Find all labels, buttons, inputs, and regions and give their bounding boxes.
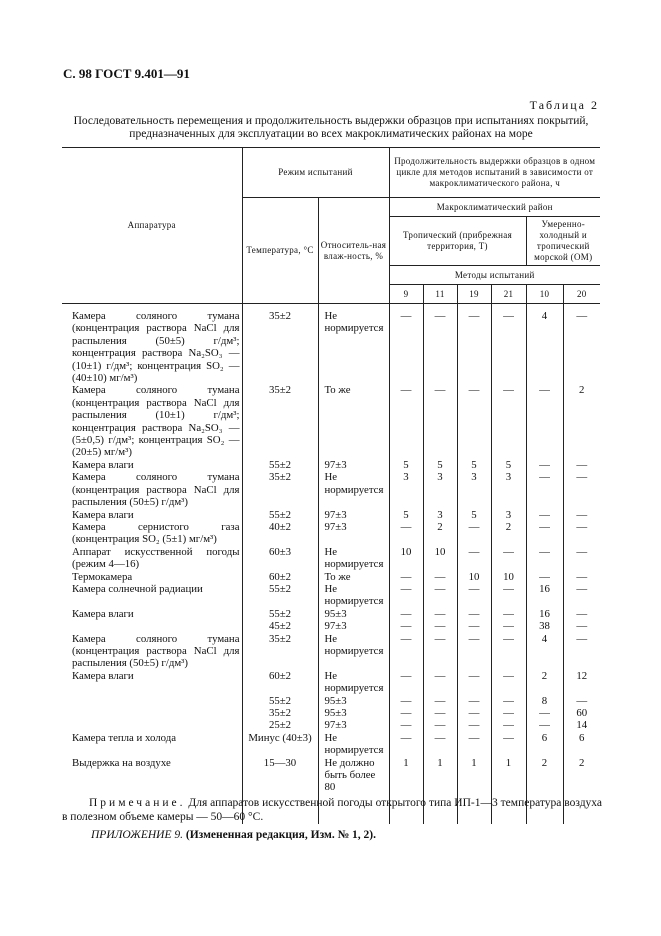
duration-cell: — [526, 571, 563, 583]
duration-cell: — [457, 732, 491, 757]
table-row [62, 719, 600, 731]
duration-cell: — [423, 732, 457, 757]
duration-cell: 8 [526, 695, 563, 707]
duration-cell: — [389, 695, 423, 707]
duration-cell: 6 [526, 732, 563, 757]
duration-cell: 3 [457, 471, 491, 508]
table-row [62, 707, 600, 719]
duration-cell: 1 [457, 757, 491, 824]
duration-cell: — [389, 732, 423, 757]
temperature-header: Температура, °С [242, 198, 318, 304]
duration-cell: — [563, 583, 600, 608]
duration-cell: — [563, 521, 600, 546]
duration-cell: — [389, 707, 423, 719]
method-21: 21 [491, 285, 526, 304]
duration-cell: 5 [457, 459, 491, 471]
duration-cell: — [389, 384, 423, 458]
duration-cell: — [563, 620, 600, 632]
method-9: 9 [389, 285, 423, 304]
duration-cell: — [563, 571, 600, 583]
moderate-header: Умеренно-холодный и тропический морской (ОМ) [526, 217, 600, 266]
table-row [62, 471, 600, 508]
humidity-header: Относитель-ная влаж-ность, % [318, 198, 389, 304]
table-row [62, 670, 600, 695]
duration-cell: — [423, 719, 457, 731]
duration-cell: — [526, 719, 563, 731]
temperature-cell: 55±2 [242, 583, 318, 608]
duration-cell: — [491, 608, 526, 620]
table-row [62, 509, 600, 521]
duration-cell: — [491, 707, 526, 719]
duration-cell: — [491, 732, 526, 757]
apparatus-cell: Камера влаги [72, 607, 134, 620]
table-note [62, 797, 602, 824]
duration-cell: — [457, 608, 491, 620]
humidity-cell: То же [318, 571, 389, 583]
duration-cell: 5 [389, 509, 423, 521]
table-row [62, 583, 600, 608]
temperature-cell: 15—30 [242, 757, 318, 824]
duration-cell: — [491, 583, 526, 608]
duration-cell: 2 [423, 521, 457, 546]
duration-cell: — [389, 608, 423, 620]
duration-cell: 60 [563, 707, 600, 719]
duration-cell: — [491, 546, 526, 571]
duration-cell: 12 [563, 670, 600, 695]
duration-cell: 38 [526, 620, 563, 632]
duration-cell: 4 [526, 633, 563, 670]
method-20: 20 [563, 285, 600, 304]
apparatus-cell: Камера соляного тумана (концентрация раствора NaCl для распыления (10±1) г/дм³; концентрация раствора Na₂SO₃ — (5±0,5) г/дм³; концентрация SO₂ — (20±5) мг/м³) [72, 384, 240, 459]
apparatus-cell: Термокамера [72, 570, 133, 583]
duration-cell: 2 [491, 521, 526, 546]
duration-cell: — [423, 384, 457, 458]
duration-cell: — [457, 633, 491, 670]
temperature-cell: 35±2 [242, 384, 318, 458]
temperature-cell: 55±2 [242, 608, 318, 620]
duration-cell: 14 [563, 719, 600, 731]
temperature-cell: 55±2 [242, 459, 318, 471]
humidity-cell: Не должно быть более 80 [318, 757, 389, 824]
duration-cell: — [491, 695, 526, 707]
humidity-cell: 97±3 [318, 509, 389, 521]
table-row [62, 633, 600, 670]
duration-cell: — [491, 620, 526, 632]
duration-cell: — [389, 583, 423, 608]
duration-cell: — [457, 546, 491, 571]
table-number: Таблица 2 [529, 98, 599, 112]
duration-cell: — [563, 471, 600, 508]
duration-cell: — [563, 509, 600, 521]
humidity-cell: Не нормируется [318, 304, 389, 385]
duration-cell: — [457, 384, 491, 458]
duration-cell: — [423, 707, 457, 719]
temperature-cell: 55±2 [242, 509, 318, 521]
table-row [62, 571, 600, 583]
humidity-cell: Не нормируется [318, 546, 389, 571]
apparatus-header: Аппаратура [62, 148, 242, 304]
duration-cell: — [423, 571, 457, 583]
duration-cell: — [526, 707, 563, 719]
duration-cell: 1 [491, 757, 526, 824]
duration-cell: 16 [526, 583, 563, 608]
apparatus-cell: Камера соляного тумана (концентрация раствора NaCl для распыления (50±5) г/дм³) [72, 632, 240, 670]
duration-cell: — [389, 304, 423, 385]
table-row [62, 304, 600, 385]
duration-cell: — [423, 633, 457, 670]
temperature-cell: 35±2 [242, 471, 318, 508]
apparatus-cell: Выдержка на воздухе [72, 756, 171, 769]
table-body [62, 304, 603, 824]
temperature-cell: 35±2 [242, 707, 318, 719]
table-row [62, 695, 600, 707]
duration-cell: 2 [563, 384, 600, 458]
test-mode-header: Режим испытаний [242, 148, 389, 198]
humidity-cell: Не нормируется [318, 670, 389, 695]
table-row [62, 521, 600, 546]
table-row [62, 608, 600, 620]
duration-cell: 3 [423, 471, 457, 508]
duration-cell: 3 [389, 471, 423, 508]
duration-cell: — [457, 670, 491, 695]
note-text: Для аппаратов искусственной погоды открытого типа ИП-1—3 температура воздуха в полезном объеме камеры — 50—60 °С. [62, 797, 603, 823]
duration-cell: — [457, 707, 491, 719]
temperature-cell: 45±2 [242, 620, 318, 632]
duration-cell: — [526, 546, 563, 571]
tropical-header: Тропический (прибрежная территория, Т) [389, 217, 526, 266]
humidity-cell: То же [318, 384, 389, 458]
methods-header: Методы испытаний [389, 266, 600, 285]
duration-cell: — [457, 304, 491, 385]
temperature-cell: 35±2 [242, 633, 318, 670]
method-19: 19 [457, 285, 491, 304]
duration-cell: 1 [389, 757, 423, 824]
duration-cell: — [563, 608, 600, 620]
apparatus-cell: Камера солнечной радиации [72, 582, 203, 595]
temperature-cell: 60±2 [242, 670, 318, 695]
duration-cell: 4 [526, 304, 563, 385]
duration-cell: — [526, 509, 563, 521]
humidity-cell: 95±3 [318, 608, 389, 620]
amendment-label: ПРИЛОЖЕНИЕ 9. [91, 829, 183, 841]
duration-cell: — [526, 471, 563, 508]
temperature-cell: Минус (40±3) [242, 732, 318, 757]
apparatus-cell: Камера соляного тумана (концентрация раствора NaCl для распыления (50±5) г/дм³) [72, 471, 240, 509]
temperature-cell: 55±2 [242, 695, 318, 707]
duration-cell: — [423, 695, 457, 707]
duration-cell: 2 [563, 757, 600, 824]
note-label: Примечание. [89, 797, 186, 809]
humidity-cell: 97±3 [318, 620, 389, 632]
apparatus-cell: Камера тепла и холода [72, 731, 177, 744]
apparatus-cell: Аппарат искусственной погоды (режим 4—16) [72, 545, 240, 571]
humidity-cell: 97±3 [318, 459, 389, 471]
humidity-cell: 97±3 [318, 719, 389, 731]
duration-cell: — [491, 384, 526, 458]
duration-cell: — [389, 719, 423, 731]
duration-cell: — [563, 633, 600, 670]
duration-cell: — [457, 695, 491, 707]
apparatus-cell: Камера влаги [72, 458, 134, 471]
duration-cell: 5 [457, 509, 491, 521]
duration-cell: 3 [491, 509, 526, 521]
duration-cell: 16 [526, 608, 563, 620]
humidity-cell: Не нормируется [318, 732, 389, 757]
duration-cell: — [457, 620, 491, 632]
table-row [62, 546, 600, 571]
apparatus-cell: Камера соляного тумана (концентрация раствора NaCl для распыления (50±5) г/дм³; концентрация раствора Na₂SO₃ — (10±1) г/дм³; концентрация SO₂ — (40±10) мг/м³) [72, 310, 240, 385]
amendment-text: (Измененная редакция, Изм. № 1, 2). [185, 829, 376, 841]
duration-cell: — [563, 695, 600, 707]
duration-cell: 10 [491, 571, 526, 583]
duration-cell: 6 [563, 732, 600, 757]
table-row [62, 384, 600, 458]
duration-cell: — [563, 304, 600, 385]
duration-cell: — [423, 620, 457, 632]
humidity-cell: 95±3 [318, 707, 389, 719]
duration-cell: 2 [526, 757, 563, 824]
duration-cell: 10 [457, 571, 491, 583]
duration-cell: — [423, 583, 457, 608]
duration-cell: — [526, 521, 563, 546]
test-sequence-table [62, 147, 603, 824]
duration-cell: — [389, 521, 423, 546]
duration-cell: — [389, 670, 423, 695]
amendment-line [91, 829, 376, 841]
duration-cell: — [457, 719, 491, 731]
apparatus-cell: Камера влаги [72, 508, 134, 521]
duration-cell: — [491, 304, 526, 385]
duration-cell: — [389, 571, 423, 583]
duration-cell: — [457, 583, 491, 608]
duration-cell: — [526, 459, 563, 471]
table-row [62, 620, 600, 632]
temperature-cell: 40±2 [242, 521, 318, 546]
duration-cell: 3 [491, 471, 526, 508]
table-row [62, 459, 600, 471]
duration-cell: 1 [423, 757, 457, 824]
duration-cell: — [389, 633, 423, 670]
duration-header: Продолжительность выдержки образцов в одном цикле для методов испытаний в зависимости от макроклиматического района, ч [389, 148, 600, 198]
temperature-cell: 25±2 [242, 719, 318, 731]
duration-cell: — [491, 719, 526, 731]
humidity-cell: Не нормируется [318, 583, 389, 608]
duration-cell: — [423, 608, 457, 620]
duration-cell: 5 [389, 459, 423, 471]
temperature-cell: 60±3 [242, 546, 318, 571]
duration-cell: 3 [423, 509, 457, 521]
humidity-cell: 95±3 [318, 695, 389, 707]
duration-cell: — [491, 670, 526, 695]
macro-region-header: Макроклиматический район [389, 198, 600, 217]
duration-cell: 5 [491, 459, 526, 471]
humidity-cell: Не нормируется [318, 471, 389, 508]
duration-cell: — [423, 304, 457, 385]
duration-cell: — [563, 459, 600, 471]
duration-cell: 10 [389, 546, 423, 571]
duration-cell: — [526, 384, 563, 458]
duration-cell: — [491, 633, 526, 670]
duration-cell: — [423, 670, 457, 695]
duration-cell: — [563, 546, 600, 571]
table-row [62, 732, 600, 757]
apparatus-cell: Камера сернистого газа (концентрация SO₂ (5±1) мг/м³) [72, 520, 240, 546]
duration-cell: 2 [526, 670, 563, 695]
duration-cell: — [389, 620, 423, 632]
humidity-cell: 97±3 [318, 521, 389, 546]
apparatus-cell: Камера влаги [72, 669, 134, 682]
table-caption: Последовательность перемещения и продолжительность выдержки образцов при испытаниях покрытий, предназначенных для эксплуатации во всех макроклиматических районах на море [73, 115, 589, 140]
method-11: 11 [423, 285, 457, 304]
page-header: С. 98 ГОСТ 9.401—91 [63, 66, 190, 81]
method-10: 10 [526, 285, 563, 304]
duration-cell: 10 [423, 546, 457, 571]
duration-cell: — [457, 521, 491, 546]
duration-cell: 5 [423, 459, 457, 471]
humidity-cell: Не нормируется [318, 633, 389, 670]
temperature-cell: 35±2 [242, 304, 318, 385]
temperature-cell: 60±2 [242, 571, 318, 583]
